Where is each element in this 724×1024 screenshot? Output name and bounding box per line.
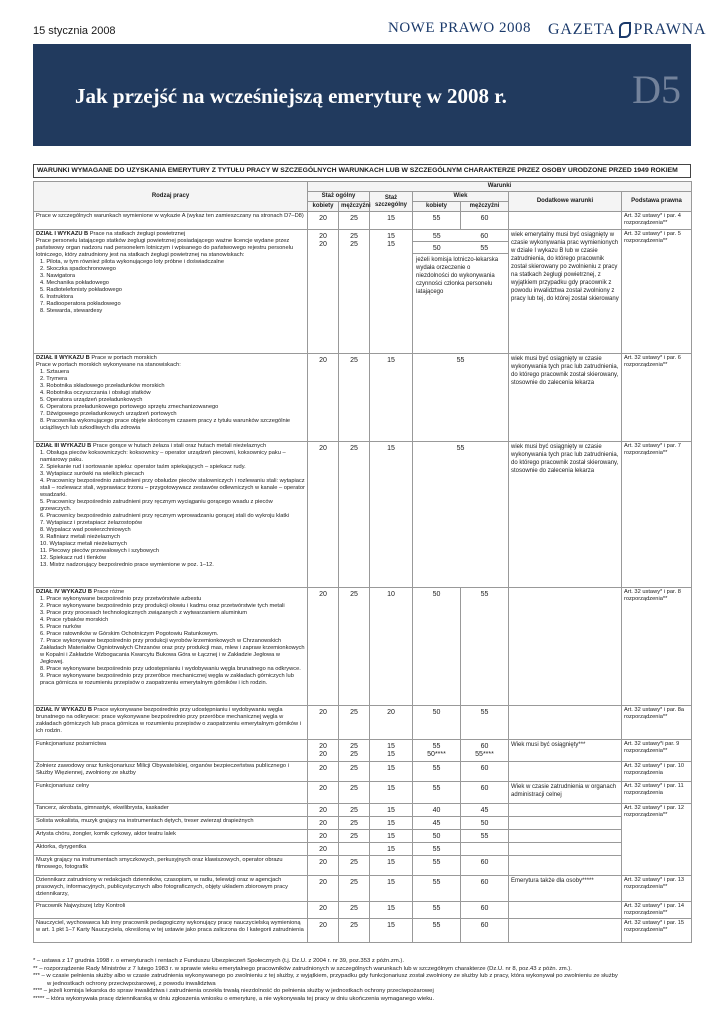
cell-staz-m: 25 bbox=[339, 817, 370, 830]
cell-wiek-m: 50 bbox=[461, 817, 509, 830]
cell-dodatkowe bbox=[509, 588, 622, 706]
list-item: 1. Pilota, w tym również pilota wykonującego loty próbne i doświadczalne bbox=[40, 259, 224, 265]
cell-wiek-k: 55 bbox=[413, 919, 461, 943]
cell-staz-m: 25 bbox=[339, 856, 370, 876]
value-line: 15 bbox=[387, 743, 395, 750]
list-item: 6. Instruktora bbox=[40, 294, 74, 300]
row-description bbox=[34, 706, 308, 740]
list-item: 6. Operatora przeładunkowego portowego sprzętu zmechanizowanego bbox=[40, 404, 219, 410]
cell-wiek-k: 55 bbox=[413, 843, 461, 856]
list-item: 11. Piecowy pieców przewałowych i szybowych bbox=[40, 548, 160, 554]
top-bar bbox=[33, 18, 707, 44]
list-item: 3. Wytapiacz surówki na wielkich piecach bbox=[40, 471, 144, 477]
cell-staz-k: 20 bbox=[308, 762, 339, 782]
cell-wiek-m: 60 bbox=[461, 212, 509, 230]
table-row bbox=[34, 740, 692, 762]
table-row bbox=[34, 830, 692, 843]
cell-staz-k: 20 bbox=[308, 902, 339, 919]
list-item: 9. Rafiniarz metali nieżelaznych bbox=[40, 534, 120, 540]
cell-staz-k bbox=[308, 740, 339, 762]
cell-podstawa: Art. 32 ustawy* i par. 7 rozporządzenia** bbox=[622, 442, 692, 588]
list-item: 9. Prace wykonywane bezpośrednio przy przeróbce mechanicznej węgla w zakładach górniczych lub praca górnicza w rozumieniu przepisów o zaopatrzeniu emerytalnym górników i ich rodzin. bbox=[40, 673, 294, 686]
cell-podstawa: Art. 32 ustawy* i par. 6 rozporządzenia** bbox=[622, 354, 692, 442]
list-item: 8. Prace wykonywane bezpośrednio przy udostępnianiu i wydobywaniu węgla brunatnego na odkrywce. bbox=[40, 666, 301, 672]
cell-dodatkowe: wiek emerytalny musi być osiągnięty w czasie wykonywania prac wymienionych w dziale I wykazu B lub w czasie zatrudnienia, do którego pracownik został skierowany po zwolnieniu z pracy na statkach żeglugi powietrznej, z wyjątkiem przypadku gdy pracownik z powodu inwalidztwa został zwolniony z pracy lub tej, do której został skierowany bbox=[509, 230, 622, 354]
footnote: * – ustawa z 17 grudnia 1998 r. o emeryturach i rentach z Funduszu Ubezpieczeń Społecznych (t.j. Dz.U. z 2004 r. nr 39, poz.353 z późn.zm.). bbox=[33, 958, 404, 964]
cell-staz-k: 20 bbox=[308, 876, 339, 902]
table-header-row bbox=[34, 182, 692, 192]
table-row bbox=[34, 876, 692, 902]
cell-podstawa: Art. 32 ustawy* i par. 14 rozporządzenia** bbox=[622, 902, 692, 919]
cell-staz-k: 20 bbox=[308, 817, 339, 830]
row-description: Artysta chóru, żongler, komik cyrkowy, aktor teatru lalek bbox=[34, 830, 308, 843]
footnotes bbox=[33, 958, 691, 1004]
cell-staz-k: 20 bbox=[308, 830, 339, 843]
table-row bbox=[34, 919, 692, 943]
cell-dodatkowe bbox=[509, 762, 622, 782]
table-row bbox=[34, 212, 692, 230]
row-description: Nauczyciel, wychowawca lub inny pracownik pedagogiczny wykonujący pracę nauczycielską wymienioną w art. 1 pkt 1–7 Karty Nauczyciela, określoną w tej ustawie jako praca zaliczona do I kategorii zatrudnienia bbox=[34, 919, 308, 943]
list-item: 5. Radiotelefonisty pokładowego bbox=[40, 287, 122, 293]
cell-dodatkowe: wiek musi być osiągnięty w czasie wykonywania tych prac lub zatrudnienia, do którego pracownik został skierowany, stosownie do zalecenia lekarza bbox=[509, 354, 622, 442]
table-row bbox=[34, 706, 692, 740]
cell-staz-m: 25 bbox=[339, 804, 370, 817]
table-title: WARUNKI WYMAGANE DO UZYSKANIA EMERYTURY Z TYTUŁU PRACY W SZCZEGÓLNYCH WARUNKACH LUB W SZCZEGÓLNYM CHARAKTERZE PRZEZ OSOBY URODZONE PRZED 1949 ROKIEM bbox=[33, 164, 691, 178]
cell-wiek-m: 55 bbox=[461, 830, 509, 843]
value-line: 55**** bbox=[475, 751, 494, 758]
cell-staz-szcz: 15 bbox=[370, 804, 413, 817]
cell-staz-szcz: 15 bbox=[370, 876, 413, 902]
row-description: Pracownik Najwyższej Izby Kontroli bbox=[34, 902, 308, 919]
cell-staz-szcz: 10 bbox=[370, 588, 413, 706]
table-row bbox=[34, 762, 692, 782]
cell-wiek-m: 55 bbox=[480, 245, 489, 252]
row-description bbox=[34, 354, 308, 442]
cell-podstawa: Art. 32 ustawy* i par. 8 rozporządzenia** bbox=[622, 588, 692, 706]
row-description: Tancerz, akrobata, gimnastyk, ekwilibrysta, kaskader bbox=[34, 804, 308, 817]
cell-staz-k: 20 bbox=[308, 588, 339, 706]
cell-wiek-k: 55 bbox=[432, 233, 441, 240]
logo-right-text: PRAWNA bbox=[633, 21, 707, 38]
cell-podstawa: Art. 32 ustawy* i par. 12 rozporządzenia** bbox=[622, 804, 692, 876]
list-item: 5. Prace nurków bbox=[40, 624, 82, 630]
cell-staz-szcz: 15 bbox=[370, 856, 413, 876]
section-title: Prace gorące w hutach żelaza i stali oraz hutach metali nieżelaznych bbox=[92, 443, 267, 449]
row-description bbox=[34, 588, 308, 706]
conditions-table bbox=[33, 181, 692, 943]
cell-wiek-m bbox=[461, 740, 509, 762]
cell-staz-m: 25 bbox=[339, 782, 370, 804]
cell-podstawa: Art. 32 ustawy*i par. 9 rozporządzenia** bbox=[622, 740, 692, 762]
cell-dodatkowe bbox=[509, 902, 622, 919]
section-heading: DZIAŁ I WYKAZU B bbox=[36, 231, 89, 237]
wiek-line bbox=[413, 230, 508, 241]
value-line: 20 bbox=[319, 751, 327, 758]
list-item: 3. Robotnika składowego przeładunków morskich bbox=[40, 383, 165, 389]
table-row bbox=[34, 782, 692, 804]
cell-staz-k: 20 bbox=[308, 706, 339, 740]
cell-dodatkowe bbox=[509, 212, 622, 230]
list-item: 8. Pracownika wykonującego prace objęte skróconym czasem pracy z tytułu warunków szczególnie uciążliwych lub szkodliwych dla zdrowia bbox=[40, 418, 291, 431]
list-item: 5. Pracownicy bezpośrednio zatrudnieni przy ręcznym wyciąganiu gorącego wsadu z pieców grzewczych. bbox=[40, 499, 273, 512]
section-heading: DZIAŁ II WYKAZU B bbox=[36, 355, 90, 361]
cell-dodatkowe bbox=[509, 706, 622, 740]
footnote: w jednostkach ochrony przeciwpożarowej, z powodu inwalidztwa bbox=[47, 980, 216, 987]
table-row bbox=[34, 354, 692, 442]
row-description: Dziennikarz zatrudniony w redakcjach dzienników, czasopism, w radiu, telewizji oraz w agencjach prasowych, informacyjnych, publicystycznych albo fotograficznych, objęty układem zbiorowym pracy dziennikarzy, bbox=[34, 876, 308, 902]
list-item: 2. Trymera bbox=[40, 376, 68, 382]
cell-staz-szcz: 15 bbox=[370, 782, 413, 804]
row-description bbox=[34, 442, 308, 588]
header-rodzaj: Rodzaj pracy bbox=[34, 182, 308, 212]
row-description: Funkcjonariusz celny bbox=[34, 782, 308, 804]
cell-staz-k: 20 bbox=[308, 856, 339, 876]
value-line: 25 bbox=[350, 751, 358, 758]
table-row bbox=[34, 442, 692, 588]
cell-staz-m: 25 bbox=[339, 706, 370, 740]
table-row bbox=[34, 843, 692, 856]
cell-wiek-k: 55 bbox=[413, 782, 461, 804]
cell-wiek-m: 60 bbox=[480, 233, 489, 240]
row-description: Funkcjonariusz pożarnictwa bbox=[34, 740, 308, 762]
cell-staz-m: 25 bbox=[339, 919, 370, 943]
header-kobiety: kobiety bbox=[308, 202, 339, 212]
cell-wiek-m: 60 bbox=[461, 876, 509, 902]
cell-wiek-k: 55 bbox=[413, 902, 461, 919]
wiek-line bbox=[413, 241, 508, 254]
list-item: 7. Prace wykonywane bezpośrednio przy produkcji wyrobów krzemionkowych w Chrzanowskich Zakładach Materiałów Ogniotrwałych Chrzanów oraz przy produkcji mas, mlew i zapraw krzemionkowych w Kopalni i Zakładzie Wzbogacania Kwarcytu Bukowa Góra w Łącznej i w Zakładzie Jegłowa w Jegłowej. bbox=[40, 638, 305, 665]
list-item: 6. Prace ratowników w Górskim Ochotniczym Pogotowiu Ratunkowym. bbox=[40, 631, 219, 637]
cell-dodatkowe bbox=[509, 856, 622, 876]
list-item: 4. Robotnika oczyszczania i obsługi statków bbox=[40, 390, 151, 396]
cell-wiek-m: 60 bbox=[461, 762, 509, 782]
cell-dodatkowe: Wiek musi być osiągnięty*** bbox=[509, 740, 622, 762]
list-item: 7. Wytapiacz i przetapiacz żelazostopów bbox=[40, 520, 143, 526]
list-item: 13. Mistrz nadzorujący bezpośrednio prace wymienione w poz. 1–12. bbox=[40, 562, 214, 568]
footnote: **** – jeżeli komisja lekarska do spraw inwalidztwa i zatrudnienia orzekła trwałą niezdolność do pełnienia służby w jednostkach ochrony przeciwpożarowej bbox=[33, 988, 434, 995]
cell-podstawa: Art. 32 ustawy* i par. 5 rozporządzenia** bbox=[622, 230, 692, 354]
list-item: 2. Skoczka spadochronowego bbox=[40, 266, 116, 272]
cell-wiek-k: 50 bbox=[413, 830, 461, 843]
table-row bbox=[34, 230, 692, 354]
cell-staz-m: 25 bbox=[339, 762, 370, 782]
cell-wiek-m bbox=[461, 843, 509, 856]
header-wiek: Wiek bbox=[413, 192, 509, 202]
list-item: 4. Pracownicy bezpośrednio zatrudnieni przy obsłudze pieców stalowniczych i rozlewaniu stali: wytapiacz stali – rozlewacz stali, wyprawiacz trzonu – przygotowywacz zestawów odlewniczych w kanale – operator wsadzarki. bbox=[40, 478, 305, 498]
cell-dodatkowe bbox=[509, 804, 622, 817]
section-intro: Prace personelu latającego statków żeglugi powietrznej posiadającego ważne licencje wydane przez państwowy organ nadzoru nad personelem lotniczym i wpisanego do państwowego rejestru personelu lotniczego, który zatrudniony jest na statkach żeglugi powietrznej na stanowiskach: bbox=[36, 238, 294, 258]
value-line: 25 bbox=[350, 743, 358, 750]
list-item: 3. Nawigatora bbox=[40, 273, 76, 279]
header-warunki: Warunki bbox=[308, 182, 692, 192]
cell-wiek-k: 55 bbox=[413, 762, 461, 782]
list-item: 12. Spiekacz rud i tlenków bbox=[40, 555, 107, 561]
table-row bbox=[34, 817, 692, 830]
cell-dodatkowe bbox=[509, 817, 622, 830]
list-item: 5. Operatora urządzeń przeładunkowych bbox=[40, 397, 143, 403]
footnote: *** – w czasie pełnienia służby albo w czasie zatrudnienia wykonywanego po zwolnieniu z tej służby, z wyjątkiem, przypadku gdy funkcjonariusz został zwolniony ze służby lub z pracy, która wykonywał po zwolnieniu ze służby bbox=[33, 973, 618, 980]
cell-dodatkowe bbox=[509, 830, 622, 843]
cell-podstawa: Art. 32 ustawy* i par. 13 rozporządzenia** bbox=[622, 876, 692, 902]
cell-staz-szcz: 15 bbox=[370, 762, 413, 782]
cell-wiek-k: 55 bbox=[413, 856, 461, 876]
cell-podstawa: Art. 32 ustawy* i par. 11 rozporządzenia bbox=[622, 782, 692, 804]
footnote: ** – rozporządzenie Rady Ministrów z 7 lutego 1983 r. w sprawie wieku emerytalnego pracowników zatrudnionych w szczególnych warunkach lub w szczególnym charakterze (Dz.U. nr 8, poz.43 z późn. zm.). bbox=[33, 965, 572, 972]
section-title: Prace na statkach żeglugi powietrznej bbox=[89, 231, 186, 237]
footnote: ***** – która wykonywała pracę dziennikarską w dniu zgłoszenia wniosku o emeryturę, a nie wykonywała tej pracy w dniu ukończenia wymaganego wieku. bbox=[33, 995, 435, 1002]
cell-staz-k: 20 bbox=[308, 804, 339, 817]
cell-wiek-m: 45 bbox=[461, 804, 509, 817]
cell-wiek: 55 bbox=[413, 354, 509, 442]
cell-podstawa: Art. 32 ustawy* i par. 10 rozporządzenia bbox=[622, 762, 692, 782]
list-item: 4. Mechanika pokładowego bbox=[40, 280, 109, 286]
row-description: Muzyk grający na instrumentach smyczkowych, perkusyjnych oraz klawiszowych, operator obrazu filmowego, fotografik bbox=[34, 856, 308, 876]
cell-wiek-k: 50 bbox=[413, 588, 461, 706]
cell-staz-szcz: 15 bbox=[370, 919, 413, 943]
table-row bbox=[34, 856, 692, 876]
cell-staz-k: 20 bbox=[308, 354, 339, 442]
section-title: Prace w portach morskich bbox=[91, 355, 157, 361]
cell-podstawa: Art. 32 ustawy* i par. 4 rozporządzenia** bbox=[622, 212, 692, 230]
cell-staz-m: 25 bbox=[339, 442, 370, 588]
list-item: 7. Radiooperatora pokładowego bbox=[40, 301, 121, 307]
header-mezczyzni: mężczyźni bbox=[339, 202, 370, 212]
cell-dodatkowe: Wiek w czasie zatrudnienia w organach administracji celnej bbox=[509, 782, 622, 804]
section-title: Prace różne bbox=[93, 589, 125, 595]
cell-wiek-m: 60 bbox=[461, 856, 509, 876]
supplement-title: NOWE PRAWO 2008 bbox=[388, 20, 531, 36]
cell-staz-k: 20 bbox=[308, 442, 339, 588]
cell-staz-szcz: 15 bbox=[370, 442, 413, 588]
value-line: 50**** bbox=[427, 751, 446, 758]
cell-wiek-m: 55 bbox=[461, 588, 509, 706]
cell-staz-k: 20 bbox=[308, 212, 339, 230]
cell-staz-m: 25 bbox=[339, 902, 370, 919]
value-line: 15 bbox=[387, 241, 395, 248]
cell-staz-m: 25 bbox=[339, 588, 370, 706]
list-item: 2. Prace wykonywane bezpośrednio przy produkcji ołowiu i kadmu oraz przetwórstwie tych metali bbox=[40, 603, 285, 609]
cell-staz-k bbox=[308, 230, 339, 354]
list-item: 8. Stewarda, stewardesy bbox=[40, 308, 103, 314]
list-item: 6. Pracownicy bezpośrednio zatrudnieni przy ręcznym wprowadzaniu gorącej stali do wykroju klatki bbox=[40, 513, 290, 519]
header-dodatkowe: Dodatkowe warunki bbox=[509, 192, 622, 212]
cell-wiek-m: 60 bbox=[461, 902, 509, 919]
list-item: 1. Obsługa pieców koksowniczych: koksownicy – operator urządzeń piecowni, koksownicy paku – namiarowy paku. bbox=[40, 450, 286, 463]
cell-staz-szcz: 15 bbox=[370, 830, 413, 843]
section-heading: DZIAŁ IV WYKAZU B bbox=[36, 707, 92, 713]
value-line: 20 bbox=[319, 241, 327, 248]
issue-date: 15 stycznia 2008 bbox=[33, 25, 116, 37]
row-description: Solista wokalista, muzyk grający na instrumentach dętych, treser zwierząt drapieżnych bbox=[34, 817, 308, 830]
value-line: 25 bbox=[350, 233, 358, 240]
cell-wiek-combined bbox=[413, 230, 509, 354]
cell-staz-m: 25 bbox=[339, 212, 370, 230]
list-item: 1. Prace wykonywane bezpośrednio przy przetwórstwie azbestu bbox=[40, 596, 202, 602]
header-staz-szczegolny: Staż szczególny bbox=[370, 192, 413, 212]
cell-staz-k: 20 bbox=[308, 919, 339, 943]
cell-staz-m: 25 bbox=[339, 830, 370, 843]
cell-wiek-k bbox=[413, 740, 461, 762]
cell-staz-szcz: 15 bbox=[370, 212, 413, 230]
cell-dodatkowe: wiek musi być osiągnięty w czasie wykonywania tych prac lub zatrudnienia, do którego pracownik został skierowany, stosownie do zalecenia lekarza bbox=[509, 442, 622, 588]
row-description: Żołnierz zawodowy oraz funkcjonariusz Milicji Obywatelskiej, organów bezpieczeństwa publicznego i Służby Więziennej, zwolniony ze służby bbox=[34, 762, 308, 782]
logo-left-text: GAZETA bbox=[548, 21, 616, 38]
table-row bbox=[34, 588, 692, 706]
value-line: 25 bbox=[350, 241, 358, 248]
value-line: 20 bbox=[319, 743, 327, 750]
cell-wiek-k: 55 bbox=[413, 876, 461, 902]
header-staz-ogolny: Staż ogólny bbox=[308, 192, 370, 202]
cell-podstawa: Art. 32 ustawy* i par. 8a rozporządzenia** bbox=[622, 706, 692, 740]
header-kobiety: kobiety bbox=[413, 202, 461, 212]
wiek-note: jeżeli komisja lotniczo-lekarska wydała orzeczenie o niezdolności do wykonywania czynności członka personelu latającego bbox=[416, 257, 499, 295]
newspaper-logo bbox=[548, 21, 706, 39]
value-line: 15 bbox=[387, 751, 395, 758]
cell-wiek-m: 60 bbox=[461, 919, 509, 943]
table-row bbox=[34, 902, 692, 919]
cell-staz-m bbox=[339, 230, 370, 354]
value-line: 60 bbox=[480, 743, 489, 750]
cell-staz-szcz: 15 bbox=[370, 902, 413, 919]
cell-staz-szcz bbox=[370, 740, 413, 762]
cell-staz-szcz: 15 bbox=[370, 843, 413, 856]
section-label: D5 bbox=[632, 67, 681, 112]
row-description: Prace w szczególnych warunkach wymienione w wykazie A (wykaz ten zamieszczany na stronach D7–D8) bbox=[34, 212, 308, 230]
cell-staz-szcz bbox=[370, 230, 413, 354]
table-row bbox=[34, 804, 692, 817]
cell-staz-m bbox=[339, 740, 370, 762]
list-item: 3. Prace przy procesach technologicznych związanych z wytwarzaniem aluminium bbox=[40, 610, 248, 616]
row-description bbox=[34, 230, 308, 354]
cell-staz-szcz: 15 bbox=[370, 817, 413, 830]
page-title: Jak przejść na wcześniejszą emeryturę w 2008 r. bbox=[75, 84, 507, 108]
title-banner bbox=[33, 44, 691, 146]
cell-staz-szcz: 20 bbox=[370, 706, 413, 740]
cell-wiek: 55 bbox=[413, 442, 509, 588]
logo-mark-icon bbox=[619, 22, 631, 38]
list-item: 2. Spiekanie rud i sortowanie spieku: operator taśm spiekających – spiekacz rudy. bbox=[40, 464, 246, 470]
cell-podstawa: Art. 32 ustawy* i par. 15 rozporządzenia** bbox=[622, 919, 692, 943]
cell-wiek-k: 45 bbox=[413, 817, 461, 830]
cell-staz-k: 20 bbox=[308, 843, 339, 856]
cell-staz-m: 25 bbox=[339, 354, 370, 442]
cell-wiek-k: 55 bbox=[413, 212, 461, 230]
cell-staz-m bbox=[339, 843, 370, 856]
section-intro: Prace w portach morskich wykonywane na stanowiskach: bbox=[36, 362, 181, 368]
list-item: 8. Wypalacz wad powierzchniowych bbox=[40, 527, 131, 533]
list-item: 1. Sztauera bbox=[40, 369, 70, 375]
header-podstawa: Podstawa prawna bbox=[622, 192, 692, 212]
cell-wiek-k: 50 bbox=[413, 706, 461, 740]
cell-wiek-m: 55 bbox=[461, 706, 509, 740]
section-title: Prace wykonywane bezpośrednio przy udostępnianiu i wydobywaniu węgla brunatnego na odkrywce: prace wykonywane bezpośrednio przy przeróbce mechanicznej węgla w zakładach górniczych lub praca górnicza w rozumieniu przepisów o zaopatrzeniu emerytalnym górników i ich rodzin. bbox=[36, 707, 301, 734]
cell-staz-szcz: 15 bbox=[370, 354, 413, 442]
cell-dodatkowe bbox=[509, 919, 622, 943]
row-description: Aktorka, dyrygentka bbox=[34, 843, 308, 856]
list-item: 7. Dźwigowego przeładunkowych urządzeń portowych bbox=[40, 411, 177, 417]
cell-staz-m: 25 bbox=[339, 876, 370, 902]
value-line: 15 bbox=[387, 233, 395, 240]
cell-wiek-k: 50 bbox=[432, 245, 441, 252]
section-heading: DZIAŁ IV WYKAZU B bbox=[36, 589, 92, 595]
value-line: 20 bbox=[319, 233, 327, 240]
value-line: 55 bbox=[432, 743, 441, 750]
cell-staz-k: 20 bbox=[308, 782, 339, 804]
cell-wiek-m: 60 bbox=[461, 782, 509, 804]
cell-dodatkowe bbox=[509, 843, 622, 856]
list-item: 4. Prace rybaków morskich bbox=[40, 617, 109, 623]
section-heading: DZIAŁ III WYKAZU B bbox=[36, 443, 92, 449]
cell-wiek-k: 40 bbox=[413, 804, 461, 817]
header-mezczyzni: mężczyźni bbox=[461, 202, 509, 212]
list-item: 10. Wytapiacz metali nieżelaznych bbox=[40, 541, 127, 547]
cell-dodatkowe: Emerytura także dla osoby***** bbox=[509, 876, 622, 902]
